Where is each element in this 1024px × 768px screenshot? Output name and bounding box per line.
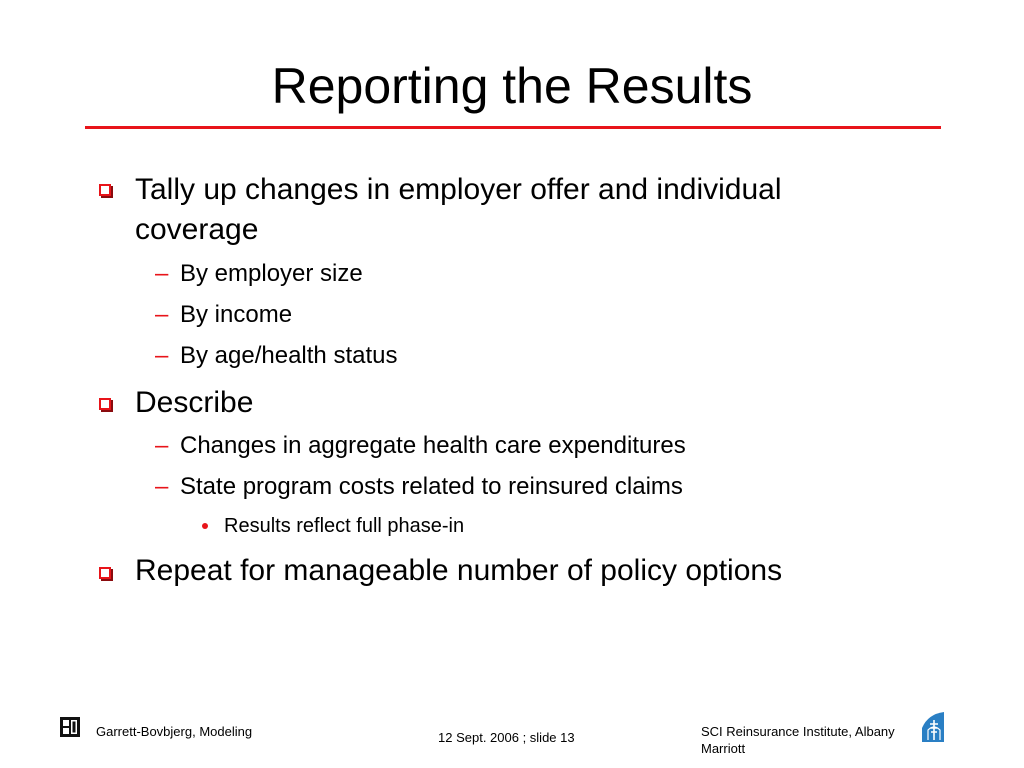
sub-item-employer-size: By employer size — [180, 260, 363, 287]
dash-bullet-icon: – — [155, 342, 169, 369]
footer-venue-line2: Marriott — [701, 741, 746, 756]
sub-sub-item-phase-in: Results reflect full phase-in — [224, 515, 465, 537]
bullet-item-repeat: Repeat for manageable number of policy options — [135, 554, 783, 587]
dash-bullet-icon: – — [155, 473, 169, 500]
bullet-item-tally: Tally up changes in employer offer and individual — [135, 173, 782, 206]
dot-bullet-icon — [202, 523, 208, 529]
sub-item-age-health: By age/health status — [180, 342, 398, 369]
footer-author: Garrett-Bovbjerg, Modeling — [96, 724, 253, 739]
sub-item-state-program-costs: State program costs related to reinsured claims — [180, 473, 683, 500]
sub-item-income: By income — [180, 301, 293, 328]
square-bullet-icon — [99, 567, 111, 579]
footer-date: 12 Sept. 2006 ; slide — [438, 730, 557, 745]
dash-bullet-icon: – — [155, 260, 169, 287]
sub-item-aggregate-expenditures: Changes in aggregate health care expenditures — [180, 432, 686, 459]
dash-bullet-icon: – — [155, 301, 169, 328]
square-grid-logo-icon — [60, 717, 80, 737]
bullet-item-tally-continued: coverage — [135, 213, 259, 246]
footer-venue-line1: SCI Reinsurance Institute, Albany — [701, 724, 895, 739]
square-bullet-icon — [99, 398, 111, 410]
slide-number: 13 — [560, 730, 575, 745]
dash-bullet-icon: – — [155, 432, 169, 459]
capitol-dome-logo-icon — [920, 710, 946, 744]
bullet-item-describe: Describe — [135, 386, 254, 419]
slide-title: Reporting the Results — [271, 58, 753, 114]
square-bullet-icon — [99, 184, 111, 196]
footer-date-slide — [438, 730, 575, 746]
